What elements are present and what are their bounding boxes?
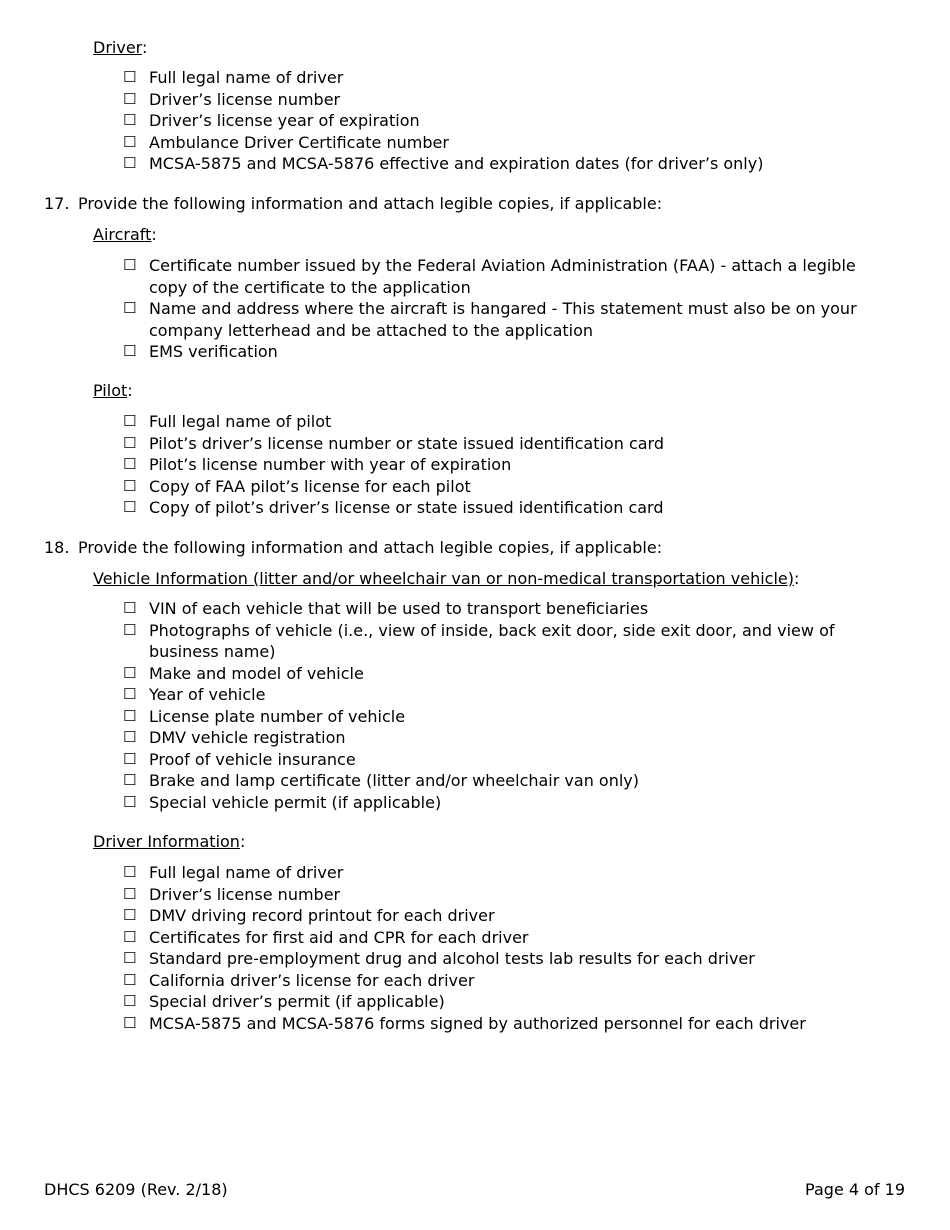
checklist-item: [123, 862, 893, 884]
driver-info-heading-label: Driver Information: [93, 832, 240, 851]
checkbox-icon[interactable]: ☐: [123, 663, 137, 682]
checklist-item: [123, 454, 893, 476]
checkbox-icon[interactable]: ☐: [123, 863, 137, 881]
checklist-item: [123, 620, 893, 663]
checklist-item: [123, 749, 893, 771]
checkbox-icon[interactable]: ☐: [123, 728, 137, 746]
checkbox-icon[interactable]: ☐: [123, 706, 137, 725]
checkbox-icon[interactable]: ☐: [123, 771, 137, 789]
checklist-item-text: Ambulance Driver Certificate number: [149, 132, 449, 152]
checkbox-icon[interactable]: ☐: [123, 906, 137, 924]
checklist-item: [123, 684, 893, 706]
aircraft-heading-label: Aircraft: [93, 225, 152, 244]
checklist-item: [123, 706, 893, 728]
checkbox-icon[interactable]: ☐: [123, 1013, 137, 1032]
checklist-item: [123, 411, 893, 433]
checklist-item-text: MCSA-5875 and MCSA-5876 effective and expiration dates (for driver’s only): [149, 154, 764, 173]
vehicle-checklist: [123, 598, 893, 813]
checkbox-icon[interactable]: ☐: [123, 620, 137, 639]
checkbox-icon[interactable]: ☐: [123, 89, 137, 108]
checklist-item-text: Name and address where the aircraft is hangared - This statement must also be on your company letterhead and be attached to the application: [149, 299, 857, 340]
checklist-item-text: Special vehicle permit (if applicable): [149, 792, 442, 812]
checkbox-icon[interactable]: ☐: [123, 154, 137, 172]
item-17-text: Provide the following information and attach legible copies, if applicable:: [78, 194, 663, 213]
checklist-item-text: Driver’s license number: [149, 884, 341, 904]
checklist-item-text: DMV vehicle registration: [149, 728, 346, 747]
checklist-item: [123, 433, 893, 455]
checkbox-icon[interactable]: ☐: [123, 476, 137, 495]
driver-heading: Driver:: [93, 38, 148, 57]
checklist-item: [123, 905, 893, 927]
checklist-item-text: Driver’s license number: [149, 89, 341, 109]
checklist-item: [123, 663, 893, 685]
form-id: DHCS 6209 (Rev. 2/18): [44, 1180, 228, 1199]
checkbox-icon[interactable]: ☐: [123, 256, 137, 274]
item-17-number: 17.: [44, 194, 70, 213]
driver-info-heading: Driver Information:: [93, 832, 246, 851]
checklist-item: [123, 89, 893, 111]
checklist-item-text: MCSA-5875 and MCSA-5876 forms signed by authorized personnel for each driver: [149, 1013, 806, 1033]
item-17: [44, 194, 662, 214]
checkbox-icon[interactable]: ☐: [123, 455, 137, 473]
vehicle-info-heading: Vehicle Information (litter and/or wheelchair van or non-medical transportation vehicle):: [93, 569, 800, 588]
checkbox-icon[interactable]: ☐: [123, 132, 137, 151]
checkbox-icon[interactable]: ☐: [123, 992, 137, 1010]
checkbox-icon[interactable]: ☐: [123, 412, 137, 430]
checklist-item-text: Driver’s license year of expiration: [149, 111, 420, 130]
checklist-item-text: Year of vehicle: [149, 685, 266, 704]
page-number: Page 4 of 19: [805, 1180, 905, 1199]
checkbox-icon[interactable]: ☐: [123, 299, 137, 317]
checkbox-icon[interactable]: ☐: [123, 927, 137, 946]
checklist-item: [123, 255, 893, 298]
checkbox-icon[interactable]: ☐: [123, 884, 137, 903]
checklist-item-text: License plate number of vehicle: [149, 706, 406, 726]
checklist-item-text: Photographs of vehicle (i.e., view of inside, back exit door, side exit door, and view of business name): [149, 620, 835, 661]
checklist-item: [123, 1013, 893, 1035]
pilot-heading: Pilot:: [93, 381, 133, 400]
checklist-item: [123, 770, 893, 792]
checkbox-icon[interactable]: ☐: [123, 111, 137, 129]
checkbox-icon[interactable]: ☐: [123, 685, 137, 703]
checklist-item-text: Proof of vehicle insurance: [149, 749, 356, 769]
checklist-item-text: Copy of pilot’s driver’s license or state issued identification card: [149, 498, 664, 517]
checklist-item-text: Full legal name of driver: [149, 68, 344, 87]
aircraft-heading: Aircraft:: [93, 225, 157, 244]
checklist-item: [123, 927, 893, 949]
checkbox-icon[interactable]: ☐: [123, 433, 137, 452]
checklist-item: [123, 132, 893, 154]
checklist-item-text: EMS verification: [149, 342, 278, 361]
checklist-item: [123, 727, 893, 749]
driver-heading-label: Driver: [93, 38, 142, 57]
checklist-item-text: Standard pre-employment drug and alcohol tests lab results for each driver: [149, 949, 755, 968]
checklist-item: [123, 67, 893, 89]
driver-info-checklist: [123, 862, 893, 1034]
checklist-item-text: Pilot’s driver’s license number or state issued identification card: [149, 433, 664, 453]
item-18-text: Provide the following information and attach legible copies, if applicable:: [78, 538, 663, 557]
checklist-item: [123, 598, 893, 620]
pilot-heading-label: Pilot: [93, 381, 128, 400]
checkbox-icon[interactable]: ☐: [123, 498, 137, 516]
checkbox-icon[interactable]: ☐: [123, 342, 137, 360]
checklist-item-text: Special driver’s permit (if applicable): [149, 992, 445, 1011]
checklist-item: [123, 991, 893, 1013]
checklist-item-text: Pilot’s license number with year of expiration: [149, 455, 512, 474]
checkbox-icon[interactable]: ☐: [123, 68, 137, 86]
checkbox-icon[interactable]: ☐: [123, 599, 137, 617]
checkbox-icon[interactable]: ☐: [123, 792, 137, 811]
checklist-item: [123, 884, 893, 906]
checklist-item: [123, 153, 893, 175]
checklist-item: [123, 341, 893, 363]
vehicle-info-heading-label: Vehicle Information (litter and/or wheelchair van or non-medical transportation vehicle): [93, 569, 795, 588]
item-18: [44, 538, 662, 558]
checklist-item-text: Brake and lamp certificate (litter and/or wheelchair van only): [149, 771, 639, 790]
checklist-item-text: DMV driving record printout for each driver: [149, 906, 495, 925]
checklist-item-text: Full legal name of driver: [149, 863, 344, 882]
checklist-item: [123, 948, 893, 970]
checkbox-icon[interactable]: ☐: [123, 949, 137, 967]
checklist-item-text: California driver’s license for each driver: [149, 970, 475, 990]
checklist-item-text: Certificate number issued by the Federal Aviation Administration (FAA) - attach a legible copy of the certificate to the application: [149, 256, 856, 297]
pilot-checklist: [123, 411, 893, 519]
checklist-item: [123, 792, 893, 814]
checklist-item: [123, 970, 893, 992]
checklist-item: [123, 476, 893, 498]
checklist-item-text: Certificates for first aid and CPR for each driver: [149, 927, 529, 947]
checklist-item: [123, 497, 893, 519]
checklist-item: [123, 110, 893, 132]
checklist-item-text: VIN of each vehicle that will be used to transport beneficiaries: [149, 599, 649, 618]
checkbox-icon[interactable]: ☐: [123, 749, 137, 768]
checkbox-icon[interactable]: ☐: [123, 970, 137, 989]
item-18-number: 18.: [44, 538, 70, 557]
checklist-item-text: Full legal name of pilot: [149, 412, 332, 431]
aircraft-checklist: [123, 255, 893, 363]
checklist-item-text: Make and model of vehicle: [149, 663, 364, 683]
checklist-item: [123, 298, 893, 341]
checklist-item-text: Copy of FAA pilot’s license for each pilot: [149, 476, 471, 496]
driver-checklist: [123, 67, 893, 175]
